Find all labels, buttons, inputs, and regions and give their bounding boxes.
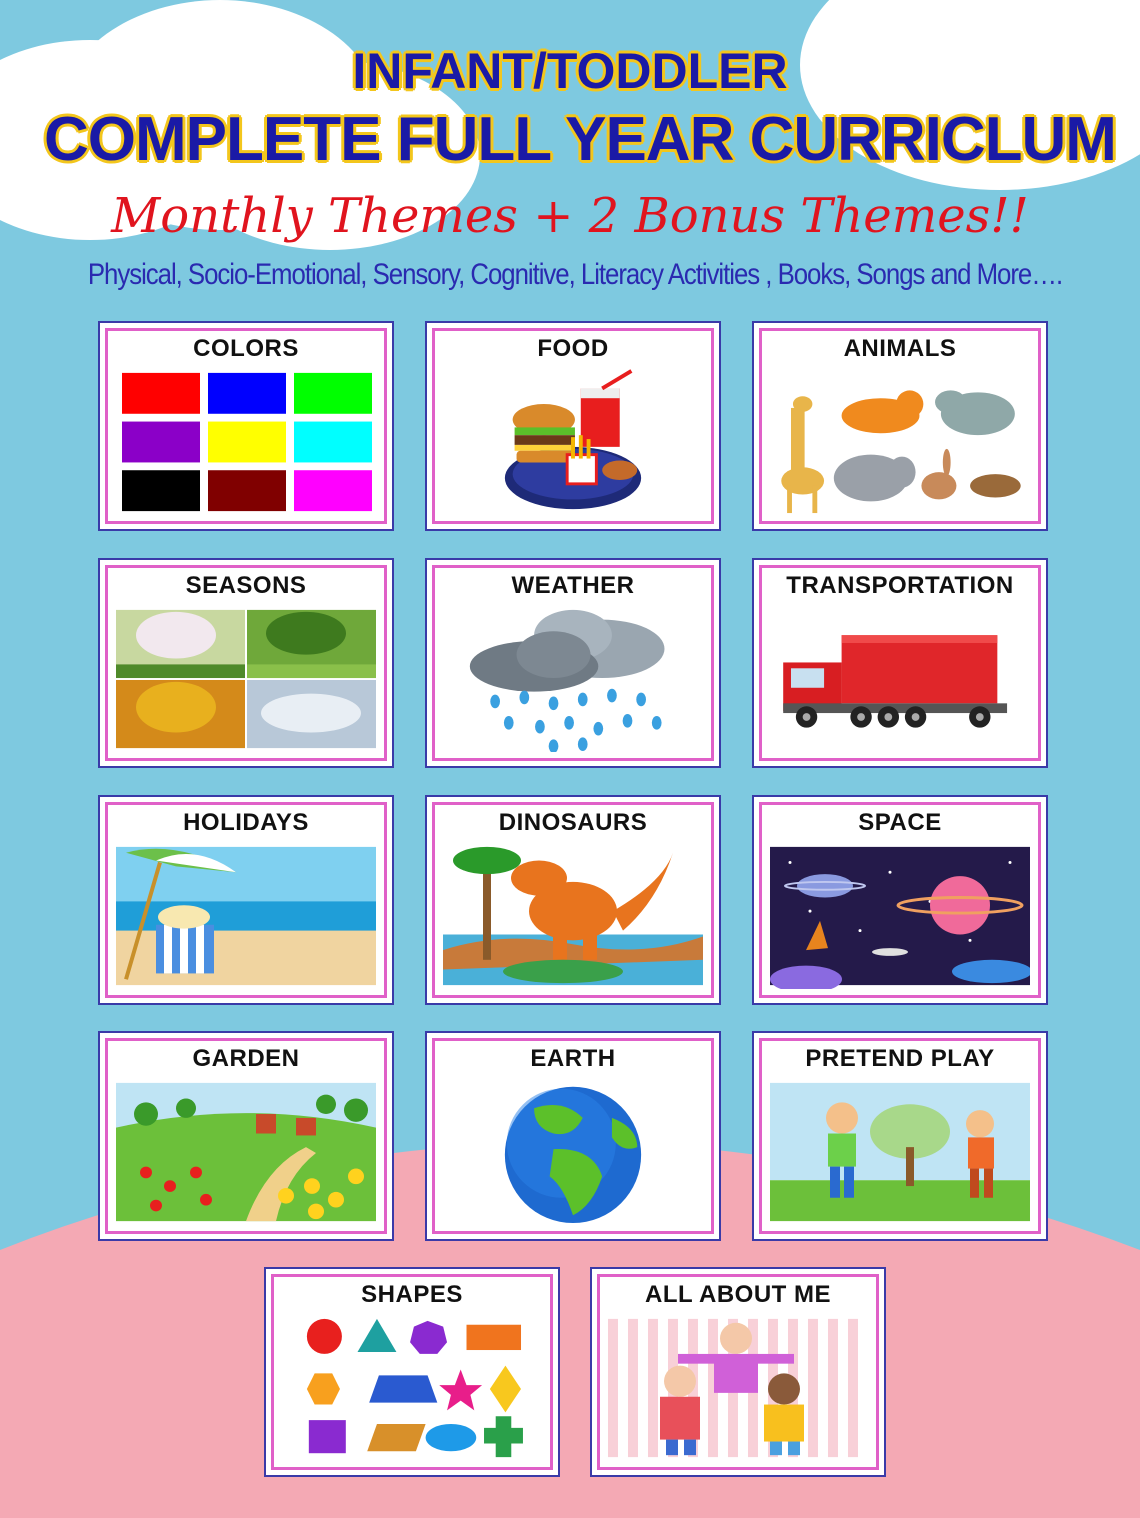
- theme-label: SHAPES: [361, 1281, 463, 1308]
- color-swatches-icon: [116, 369, 376, 515]
- animals-icon: [770, 369, 1030, 515]
- title-line-1: INFANT/TODDLER: [352, 43, 788, 99]
- food-icon: [443, 369, 703, 515]
- planets-icon: [770, 843, 1030, 989]
- shapes-icon: [282, 1315, 542, 1461]
- tagline: Physical, Socio-Emotional, Sensory, Cognitive, Literacy Activities , Books, Songs and More….: [87, 258, 1063, 291]
- theme-card-space: [752, 795, 1048, 1005]
- theme-card-transportation: [752, 558, 1048, 768]
- theme-label: SEASONS: [185, 572, 307, 599]
- seasons-icon: [116, 606, 376, 752]
- theme-card-shapes: [264, 1267, 560, 1477]
- theme-label: EARTH: [530, 1045, 616, 1072]
- theme-card-animals: [752, 321, 1048, 531]
- theme-label: COLORS: [193, 335, 299, 362]
- theme-card-all-about-me: [590, 1267, 886, 1477]
- theme-card-food: [425, 321, 721, 531]
- beach-icon: [116, 843, 376, 989]
- theme-card-seasons: [98, 558, 394, 768]
- theme-card-garden: [98, 1031, 394, 1241]
- theme-card-holidays: [98, 795, 394, 1005]
- children-playing-icon: [770, 1079, 1030, 1225]
- truck-icon: [770, 606, 1030, 752]
- theme-label: PRETEND PLAY: [805, 1045, 995, 1072]
- theme-label: GARDEN: [192, 1045, 300, 1072]
- theme-label: ALL ABOUT ME: [645, 1281, 831, 1308]
- theme-label: WEATHER: [511, 572, 635, 599]
- theme-label: ANIMALS: [843, 335, 957, 362]
- theme-card-earth: [425, 1031, 721, 1241]
- theme-label: SPACE: [858, 809, 942, 836]
- theme-label: DINOSAURS: [498, 809, 648, 836]
- theme-card-dinosaurs: [425, 795, 721, 1005]
- rain-cloud-icon: [443, 606, 703, 752]
- subtitle: Monthly Themes + 2 Bonus Themes!!: [111, 188, 1029, 244]
- title-line-2: COMPLETE FULL YEAR CURRICLUM: [44, 105, 1116, 174]
- theme-label: HOLIDAYS: [183, 809, 309, 836]
- theme-label: TRANSPORTATION: [786, 572, 1014, 599]
- globe-icon: [443, 1079, 703, 1225]
- theme-card-pretend-play: [752, 1031, 1048, 1241]
- garden-icon: [116, 1079, 376, 1225]
- theme-card-colors: [98, 321, 394, 531]
- kids-icon: [608, 1315, 868, 1461]
- dinosaur-icon: [443, 843, 703, 989]
- theme-label: FOOD: [537, 335, 609, 362]
- theme-card-weather: [425, 558, 721, 768]
